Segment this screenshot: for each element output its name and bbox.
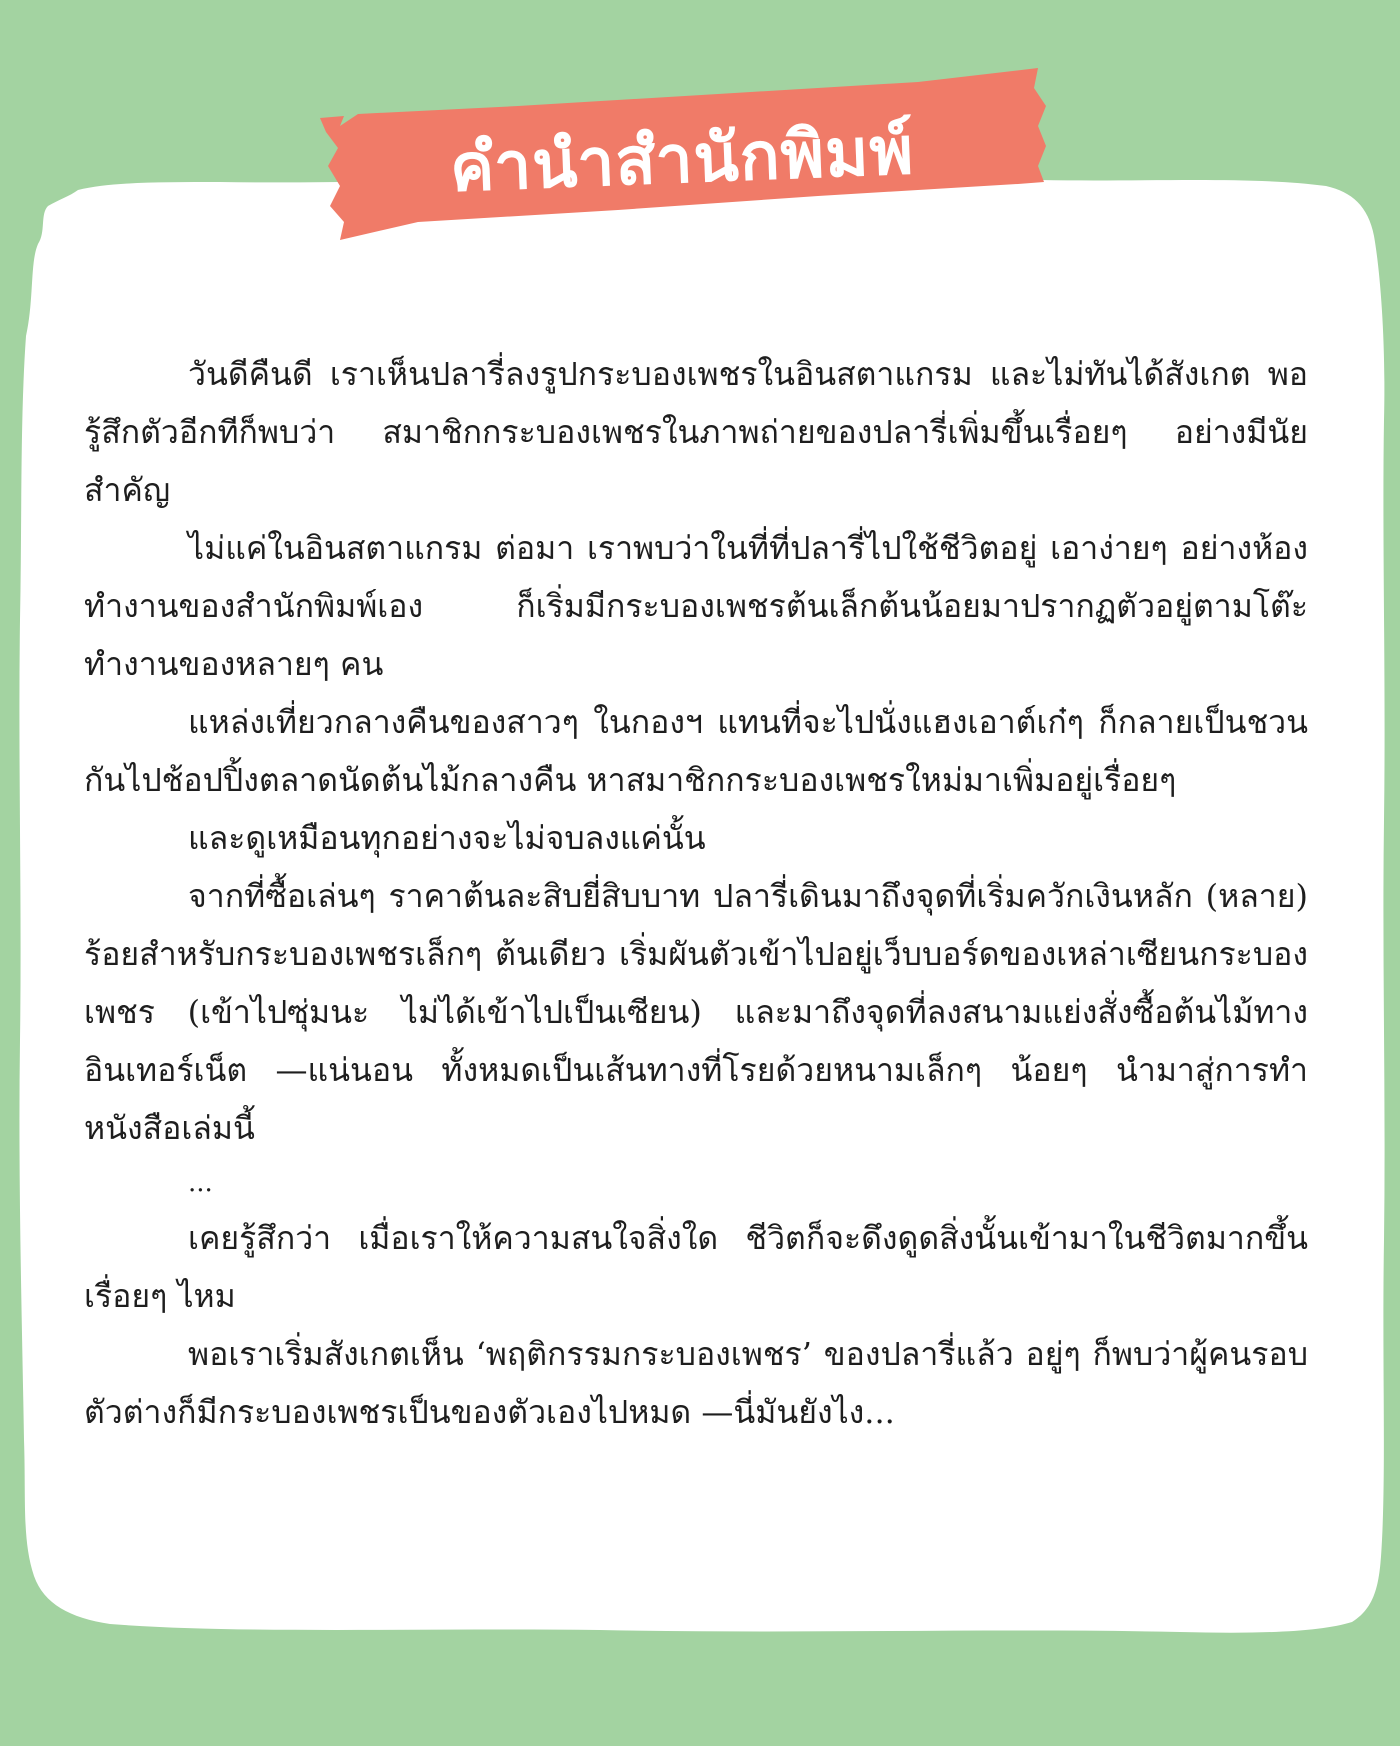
paragraph: จากที่ซื้อเล่นๆ ราคาต้นละสิบยี่สิบบาท ปลารี่เดินมาถึงจุดที่เริ่มควักเงินหลัก (หลาย) ร้อยสำหรับกระบองเพชรเล็กๆ ต้นเดียว เริ่มผันตัวเข้าไปอยู่เว็บบอร์ดของเหล่าเซียนกระบองเพชร (เข้าไปซุ่มนะ ไม่ได้เข้าไปเป็นเซียน) และมาถึงจุดที่ลงสนามแย่งสั่งซื้อต้นไม้ทางอินเทอร์เน็ต —แน่นอน ทั้งหมดเป็นเส้นทางที่โรยด้วยหนามเล็กๆ น้อยๆ นำมาสู่การทำหนังสือเล่มนี้ bbox=[84, 877, 1308, 1147]
paragraph: วันดีคืนดี เราเห็นปลารี่ลงรูปกระบองเพชรในอินสตาแกรม และไม่ทันได้สังเกต พอรู้สึกตัวอีกทีก็พบว่า สมาชิกกระบองเพชรในภาพถ่ายของปลารี่เพิ่มขึ้นเรื่อยๆ อย่างมีนัยสำคัญ bbox=[84, 355, 1308, 509]
paragraph: เคยรู้สึกว่า เมื่อเราให้ความสนใจสิ่งใด ชีวิตก็จะดึงดูดสิ่งนั้นเข้ามาในชีวิตมากขึ้นเรื่อยๆ ไหม bbox=[84, 1219, 1308, 1315]
paragraph: ไม่แค่ในอินสตาแกรม ต่อมา เราพบว่าในที่ที่ปลารี่ไปใช้ชีวิตอยู่ เอาง่ายๆ อย่างห้องทำงานของสำนักพิมพ์เอง ก็เริ่มมีกระบองเพชรต้นเล็กต้นน้อยมาปรากฏตัวอยู่ตามโต๊ะทำงานของหลายๆ คน bbox=[84, 529, 1308, 683]
paragraph: พอเราเริ่มสังเกตเห็น ‘พฤติกรรมกระบองเพชร’ ของปลารี่แล้ว อยู่ๆ ก็พบว่าผู้คนรอบตัวต่างก็มีกระบองเพชรเป็นของตัวเองไปหมด —นี่มันยังไง... bbox=[84, 1335, 1308, 1431]
page-title: คำนำสำนักพิมพ์ bbox=[448, 111, 916, 207]
paragraph: แหล่งเที่ยวกลางคืนของสาวๆ ในกองฯ แทนที่จะไปนั่งแฮงเอาต์เก๋ๆ ก็กลายเป็นชวนกันไปช้อปปิ้งตลาดนัดต้นไม้กลางคืน หาสมาชิกกระบองเพชรใหม่มาเพิ่มอยู่เรื่อยๆ bbox=[84, 703, 1308, 799]
paragraph: และดูเหมือนทุกอย่างจะไม่จบลงแค่นั้น bbox=[188, 819, 706, 857]
body-text bbox=[84, 345, 1308, 1441]
ellipsis-separator: ... bbox=[188, 1168, 213, 1198]
